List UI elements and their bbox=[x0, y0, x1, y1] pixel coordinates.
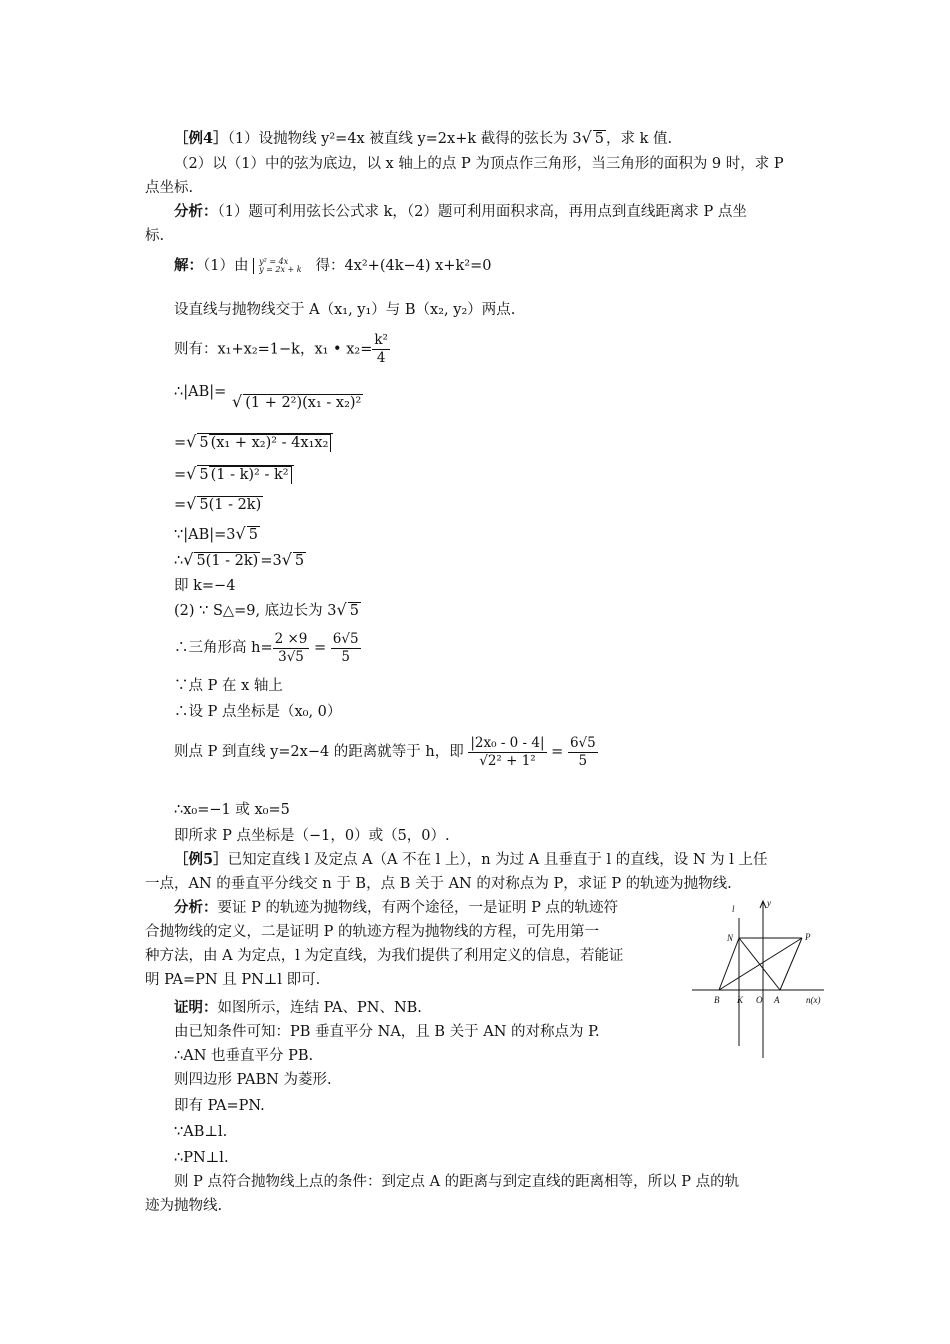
proof-line1: 证明：如图所示，连结 PA、PN、NB. bbox=[174, 999, 422, 1016]
proof-line5: 即有 PA=PN. bbox=[174, 1098, 265, 1114]
vieta-line: 则有：x₁+x₂=1−k，x₁ • x₂= $\frac{\text{k²}}{4}$ bbox=[174, 332, 388, 366]
segment-BN bbox=[719, 938, 739, 990]
proof-line6: ∵AB⊥l. bbox=[174, 1124, 228, 1140]
label-B: B bbox=[714, 995, 720, 1005]
segment-NA bbox=[739, 938, 780, 990]
proof-line8: 则 P 点符合抛物线上点的条件：到定点 A 的距离与到定直线的距离相等，所以 P 点的轨 bbox=[174, 1174, 740, 1190]
example4-q1: （1）设抛物线 y²=4x 被直线 y=2x+k 截得的弦长为 3 bbox=[227, 131, 582, 147]
proof-line9: 迹为抛物线. bbox=[145, 1198, 223, 1214]
set-p: ∴设 P 点坐标是（x₀, 0） bbox=[174, 704, 342, 720]
analysis1-line2: 标. bbox=[145, 228, 165, 244]
label-l: l bbox=[732, 904, 735, 914]
label-P: P bbox=[805, 932, 811, 942]
since-ab: ∵|AB|=3√ 5 bbox=[174, 524, 258, 543]
parabola-proof-figure bbox=[690, 896, 840, 1061]
analysis1-line1: 分析：（1）题可利用弦长公式求 k，（2）题可利用面积求高，再用点到直线距离求 P 点坐 bbox=[174, 203, 747, 220]
analysis2-line1: 分析：要证 P 的轨迹为抛物线，有两个途径，一是证明 P 点的轨迹符 bbox=[174, 899, 618, 916]
proof-line3: ∴AN 也垂直平分 PB. bbox=[174, 1048, 314, 1064]
step1: =√ 5 (x₁ + x₂)² - 4x₁x₂ bbox=[174, 432, 333, 453]
distance-line: 则点 P 到直线 y=2x−4 的距离就等于 h，即 $\frac{\text{|2x₀ - 0 - 4|}}{\text{√2² + 1²}}$ = $\frac{6√5}{5}$ bbox=[174, 734, 596, 769]
example4-tag: ［例4］ bbox=[174, 130, 228, 147]
analysis2-line3: 种方法，由 A 为定点，l 为定直线，为我们提供了利用定义的信息，若能证 bbox=[145, 948, 624, 964]
example4-q2-cont: 点坐标. bbox=[145, 180, 194, 196]
equation-system: y² = 4x y = 2x + k bbox=[253, 258, 302, 274]
solution-system: 解：（1）由 y² = 4x y = 2x + k 得：4x²+(4k−4) x+k²=0 bbox=[174, 257, 492, 274]
label-N: N bbox=[727, 933, 734, 943]
answer: 即所求 P 点坐标是（−1，0）或（5，0）. bbox=[174, 828, 450, 844]
hence-line: ∴√ 5(1 - 2k) =3√ 5 bbox=[174, 550, 305, 569]
label-nx: n(x) bbox=[806, 995, 821, 1005]
k2-over-4: $\frac{\text{k²}}{4}$ bbox=[374, 332, 388, 366]
proof-line2: 由已知条件可知：PB 垂直平分 NA，且 B 关于 AN 的对称点为 P. bbox=[174, 1024, 600, 1040]
example5-line1: ［例5］已知定直线 l 及定点 A（A 不在 l 上），n 为过 A 且垂直于 l 的直线，设 N 为 l 上任 bbox=[174, 851, 768, 868]
example4-q2: （2）以（1）中的弦为底边，以 x 轴上的点 P 为顶点作三角形，当三角形的面积为 9 时，求 P bbox=[174, 156, 784, 172]
k-value: 即 k=−4 bbox=[174, 578, 236, 594]
step2: =√ 5 (1 - k)² - k² bbox=[174, 464, 294, 485]
segment-AP bbox=[780, 938, 802, 990]
example5-line2: 一点，AN 的垂直平分线交 n 于 B，点 B 关于 AN 的对称点为 P，求证 P 的轨迹为抛物线. bbox=[145, 876, 732, 892]
height-line: ∴三角形高 h= $\frac{2 \times 9}{3√5}$ = $\frac{6√5}{5}$ bbox=[174, 630, 359, 665]
sqrt5: 5 bbox=[594, 131, 605, 147]
segment-BP bbox=[719, 938, 802, 990]
label-y: y bbox=[767, 898, 771, 908]
analysis2-line4: 明 PA=PN 且 PN⊥l 即可. bbox=[145, 972, 321, 988]
intersection-line: 设直线与抛物线交于 A（x₁, y₁）与 B（x₂, y₂）两点. bbox=[174, 302, 516, 318]
example4-line1: ［例4］（1）设抛物线 y²=4x 被直线 y=2x+k 截得的弦长为 3√ 5 ，求 k 值. bbox=[174, 128, 673, 147]
label-A: A bbox=[774, 995, 780, 1005]
proof-line7: ∴PN⊥l. bbox=[174, 1150, 229, 1166]
step3: =√ 5(1 - 2k) bbox=[174, 494, 262, 513]
proof-line4: 则四边形 PABN 为菱形. bbox=[174, 1072, 332, 1088]
analysis2-line2: 合抛物线的定义，二是证明 P 的轨迹方程为抛物线的方程，可先用第一 bbox=[145, 924, 599, 940]
ab-sqrt: √ (1 + 2²)(x₁ - x₂)² bbox=[232, 392, 362, 411]
label-K: K bbox=[737, 995, 744, 1005]
label-O: O bbox=[756, 995, 763, 1005]
ab-line: ∴|AB|= bbox=[174, 384, 227, 400]
x0-values: ∴x₀=−1 或 x₀=5 bbox=[174, 802, 290, 818]
part2-line: (2) ∵ S△=9, 底边长为 3√ 5 bbox=[174, 600, 359, 619]
p-on-x: ∵点 P 在 x 轴上 bbox=[174, 678, 283, 694]
